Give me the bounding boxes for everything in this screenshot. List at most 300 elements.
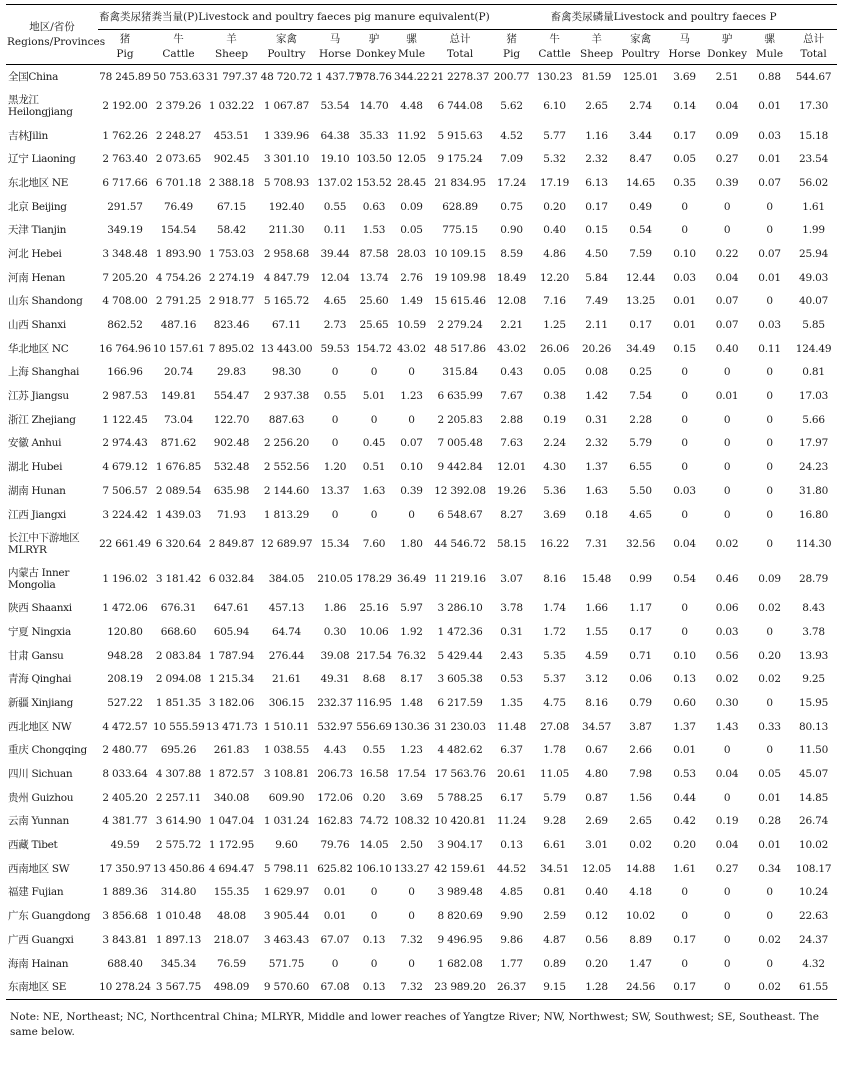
value-cell: 4.30 (543, 461, 566, 474)
value-cell: 0 (766, 484, 773, 497)
table-row (6, 620, 837, 644)
value-cell: 571.75 (268, 957, 305, 970)
value-cell: 4.80 (585, 768, 608, 781)
value-cell: 6.37 (500, 744, 523, 757)
value-cell: 862.52 (107, 319, 143, 332)
value-cell: 0 (723, 461, 731, 474)
value-cell: 2 248.27 (155, 129, 202, 142)
value-cell: 0.13 (500, 839, 523, 852)
column-header-row (6, 30, 837, 65)
table-row (6, 171, 837, 195)
value-cell: 0.87 (585, 791, 608, 804)
value-cell: 48 720.72 (260, 70, 313, 83)
value-cell: 0.07 (400, 437, 423, 450)
value-cell: 78 245.89 (99, 70, 151, 83)
value-cell: 1 047.04 (208, 815, 255, 828)
value-cell: 1 629.97 (263, 886, 310, 899)
value-cell: 0.63 (362, 200, 386, 213)
value-cell: 5.36 (543, 484, 566, 497)
value-cell: 4 307.88 (155, 768, 202, 781)
value-cell: 0.09 (758, 572, 781, 585)
table-row (6, 715, 837, 739)
value-cell: 0 (723, 910, 731, 923)
value-cell: 1 437.77 (316, 70, 362, 83)
value-cell: 1.37 (585, 461, 608, 474)
value-cell: 15.34 (320, 537, 350, 550)
value-cell: 0.44 (673, 791, 696, 804)
value-cell: 291.57 (107, 200, 143, 213)
value-cell: 17.19 (540, 176, 570, 189)
value-cell: 0 (331, 437, 339, 450)
value-cell: 0.10 (400, 461, 423, 474)
value-cell: 21.61 (271, 673, 302, 686)
value-cell: 1 122.45 (102, 413, 148, 426)
value-cell: 0 (766, 625, 773, 638)
value-cell: 0 (723, 200, 731, 213)
region-cell: 湖南 Hunan (8, 484, 66, 497)
value-cell: 527.22 (107, 696, 143, 709)
value-cell: 0 (723, 508, 731, 521)
table-row (6, 691, 837, 715)
value-cell: 0.17 (673, 933, 696, 946)
value-cell: 50 753.63 (153, 70, 205, 83)
value-cell: 2.51 (715, 70, 739, 83)
value-cell: 1 172.95 (208, 839, 255, 852)
value-cell: 457.13 (268, 602, 305, 615)
value-cell: 2.88 (500, 413, 523, 426)
value-cell: 498.09 (205, 975, 258, 999)
value-cell: 16.22 (540, 537, 570, 550)
value-cell: 10.06 (359, 625, 389, 638)
value-cell: 103.50 (356, 153, 392, 166)
value-cell: 0.55 (323, 200, 347, 213)
value-cell: 0.02 (758, 602, 781, 615)
value-cell: 12 392.08 (434, 484, 486, 497)
value-cell: 0 (681, 200, 688, 213)
table-note: Note: NE, Northeast; NC, Northcentral China; MLRYR, Middle and lower reaches of Yangtze River; NW, Northwest; SW, Southwest; SE, Southeast. The same below. (10, 1011, 819, 1039)
value-cell: 902.45 (213, 153, 250, 166)
value-cell: 56.02 (799, 176, 829, 189)
value-cell: 1 762.26 (102, 129, 148, 142)
value-cell: 3.01 (585, 839, 608, 852)
value-cell: 11.48 (497, 720, 527, 733)
column-header: 猪 Pig (98, 30, 152, 65)
value-cell: 532.48 (213, 461, 250, 474)
value-cell: 2 552.56 (263, 461, 310, 474)
value-cell: 120.80 (107, 625, 143, 638)
value-cell: 15.18 (799, 129, 829, 142)
value-cell: 9.25 (802, 673, 825, 686)
value-cell: 4 694.47 (208, 862, 255, 875)
value-cell: 8.68 (362, 673, 386, 686)
value-cell: 0 (681, 413, 688, 426)
region-cell: 四川 Sichuan (8, 768, 73, 781)
value-cell: 12.08 (497, 295, 527, 308)
value-cell: 31 797.37 (206, 70, 258, 83)
value-cell: 10.02 (626, 910, 656, 923)
region-cell: 西藏 Tibet (8, 839, 58, 852)
value-cell: 218.07 (213, 933, 250, 946)
value-cell: 1 753.03 (208, 247, 255, 260)
region-cell: 新疆 Xinjiang (8, 696, 73, 709)
value-cell: 0 (408, 957, 415, 970)
value-cell: 948.28 (107, 649, 143, 662)
column-header: 总计 Total (790, 30, 837, 65)
value-cell: 0.17 (629, 319, 652, 332)
value-cell: 3 843.81 (102, 933, 148, 946)
table-row (6, 857, 837, 881)
value-cell: 39.08 (320, 649, 350, 662)
value-cell: 1 510.11 (263, 720, 310, 733)
value-cell: 0 (681, 224, 688, 237)
value-cell: 206.73 (317, 768, 353, 781)
value-cell: 2.74 (629, 100, 652, 113)
value-cell: 39.44 (320, 247, 350, 260)
value-cell: 8.47 (629, 153, 652, 166)
value-cell: 149.81 (160, 390, 197, 403)
table-row (6, 952, 837, 976)
value-cell: 87.58 (359, 247, 389, 260)
value-cell: 2 279.24 (437, 319, 483, 332)
value-cell: 3 989.48 (437, 886, 483, 899)
value-cell: 1.48 (400, 696, 423, 709)
value-cell: 9 496.95 (437, 933, 483, 946)
value-cell: 887.63 (268, 413, 305, 426)
table-row (6, 337, 837, 361)
value-cell: 106.10 (356, 862, 392, 875)
value-cell: 0.67 (585, 744, 608, 757)
value-cell: 609.90 (268, 791, 305, 804)
value-cell: 1 682.08 (437, 957, 483, 970)
value-cell: 6.61 (543, 839, 566, 852)
value-cell: 42 159.61 (434, 862, 486, 875)
value-cell: 108.32 (394, 815, 430, 828)
value-cell: 29.83 (216, 366, 247, 379)
value-cell: 0.04 (715, 839, 739, 852)
value-cell: 0 (370, 957, 378, 970)
value-cell: 23.54 (799, 153, 829, 166)
value-cell: 12.01 (497, 461, 527, 474)
value-cell: 871.62 (160, 437, 197, 450)
value-cell: 0.11 (758, 342, 781, 355)
value-cell: 26.37 (490, 975, 533, 999)
value-cell: 0 (766, 537, 773, 550)
region-cell: 海南 Hainan (8, 957, 69, 970)
value-cell: 200.77 (493, 70, 530, 83)
value-cell: 25.16 (359, 602, 389, 615)
value-cell: 3 301.10 (263, 153, 310, 166)
table-row (6, 147, 837, 171)
value-cell: 1 439.03 (155, 508, 202, 521)
value-cell: 1.74 (543, 602, 566, 615)
value-cell: 0.05 (758, 768, 781, 781)
table-body (6, 65, 837, 1000)
value-cell: 0.20 (758, 649, 781, 662)
value-cell: 0 (681, 437, 688, 450)
value-cell: 1 897.13 (155, 933, 202, 946)
value-cell: 0.09 (400, 200, 423, 213)
value-cell: 64.74 (271, 625, 302, 638)
value-cell: 0 (331, 508, 339, 521)
value-cell: 0.55 (323, 390, 347, 403)
value-cell: 4.87 (543, 933, 566, 946)
table-row (6, 124, 837, 148)
value-cell: 11.50 (799, 744, 829, 757)
value-cell: 0.20 (543, 200, 566, 213)
region-cell: 宁夏 Ningxia (8, 625, 71, 638)
value-cell: 27.08 (540, 720, 570, 733)
column-header: 牛 Cattle (152, 30, 205, 65)
value-cell: 0.43 (500, 366, 523, 379)
value-cell: 7.32 (393, 975, 430, 999)
value-cell: 7.32 (400, 933, 423, 946)
value-cell: 8.16 (543, 572, 566, 585)
region-cell: 湖北 Hubei (8, 461, 63, 474)
value-cell: 43.02 (396, 342, 427, 355)
value-cell: 21 834.95 (434, 176, 486, 189)
value-cell: 4 381.77 (102, 815, 148, 828)
value-cell: 9.90 (500, 910, 523, 923)
value-cell: 0.17 (629, 625, 652, 638)
value-cell: 1 889.36 (102, 886, 148, 899)
value-cell: 2.66 (629, 744, 652, 757)
value-cell: 1.47 (629, 957, 652, 970)
value-cell: 8.59 (500, 247, 523, 260)
value-cell: 0.46 (715, 572, 739, 585)
value-cell: 7.49 (585, 295, 608, 308)
value-cell: 0.30 (323, 625, 347, 638)
value-cell: 98.30 (271, 366, 302, 379)
value-cell: 25.65 (359, 319, 389, 332)
value-cell: 0 (723, 413, 731, 426)
value-cell: 217.54 (356, 649, 392, 662)
value-cell: 2.21 (500, 319, 523, 332)
value-cell: 5 798.11 (263, 862, 310, 875)
value-cell: 4.32 (802, 957, 825, 970)
value-cell: 3 348.48 (102, 247, 148, 260)
value-cell: 31.80 (799, 484, 829, 497)
value-cell: 315.84 (442, 366, 478, 379)
value-cell: 823.46 (213, 319, 250, 332)
value-cell: 0 (331, 366, 339, 379)
value-cell: 6 320.64 (155, 537, 202, 550)
value-cell: 3 286.10 (437, 602, 483, 615)
value-cell: 13.74 (359, 271, 389, 284)
value-cell: 3 108.81 (263, 768, 310, 781)
region-cell: 北京 Beijing (8, 200, 67, 213)
value-cell: 1 196.02 (102, 572, 148, 585)
value-cell: 0.81 (543, 886, 566, 899)
value-cell: 23 989.20 (430, 975, 490, 999)
value-cell: 67.15 (216, 200, 247, 213)
value-cell: 0.42 (673, 815, 696, 828)
value-cell: 0.07 (758, 247, 781, 260)
value-cell: 7 205.20 (102, 271, 148, 284)
value-cell: 1.61 (802, 200, 825, 213)
value-cell: 7.31 (585, 537, 608, 550)
value-cell: 6 548.67 (437, 508, 483, 521)
table-row (6, 313, 837, 337)
value-cell: 4.50 (585, 247, 608, 260)
value-cell: 0.18 (585, 508, 608, 521)
column-header: 猪 Pig (490, 30, 533, 65)
region-header: 地区/省份 Regions/Provinces (6, 5, 98, 65)
value-cell: 73.04 (163, 413, 194, 426)
region-cell: 浙江 Zhejiang (8, 413, 76, 426)
value-cell: 384.05 (268, 572, 305, 585)
value-cell: 0.15 (673, 342, 696, 355)
value-cell: 0 (705, 975, 749, 999)
value-cell: 13.37 (320, 484, 350, 497)
value-cell: 7.54 (629, 390, 652, 403)
value-cell: 24.37 (799, 933, 829, 946)
value-cell: 71.93 (216, 508, 247, 521)
value-cell: 635.98 (213, 484, 250, 497)
value-cell: 0 (408, 413, 415, 426)
value-cell: 0.09 (715, 129, 739, 142)
value-cell: 0.40 (715, 342, 739, 355)
value-cell: 58.42 (216, 224, 247, 237)
value-cell: 3.07 (500, 572, 523, 585)
region-cell: 全国China (8, 70, 59, 83)
value-cell: 0.03 (673, 484, 696, 497)
value-cell: 0.60 (673, 696, 696, 709)
value-cell: 74.72 (359, 815, 389, 828)
table-row (6, 455, 837, 479)
region-cell: 西北地区 NW (8, 720, 72, 733)
value-cell: 0.28 (758, 815, 781, 828)
value-cell: 21 2278.37 (431, 70, 490, 83)
value-cell: 2.65 (585, 100, 608, 113)
value-cell: 556.69 (356, 720, 392, 733)
value-cell: 1 038.55 (263, 744, 310, 757)
value-cell: 40.07 (799, 295, 829, 308)
value-cell: 2.32 (585, 437, 608, 450)
value-cell: 0.99 (629, 572, 652, 585)
table-row (6, 644, 837, 668)
value-cell: 0.40 (543, 224, 566, 237)
value-cell: 0 (766, 200, 773, 213)
value-cell: 12.44 (626, 271, 656, 284)
value-cell: 0.17 (664, 975, 705, 999)
table-row (6, 786, 837, 810)
value-cell: 2.73 (323, 319, 347, 332)
value-cell: 1 851.35 (155, 696, 202, 709)
value-cell: 2 849.87 (208, 537, 255, 550)
value-cell: 0.19 (715, 815, 739, 828)
value-cell: 16.58 (359, 768, 389, 781)
value-cell: 4 482.62 (437, 744, 483, 757)
value-cell: 4.86 (543, 247, 566, 260)
value-cell: 1 813.29 (263, 508, 310, 521)
value-cell: 35.33 (359, 129, 389, 142)
value-cell: 32.56 (626, 537, 656, 550)
value-cell: 178.29 (356, 572, 392, 585)
value-cell: 0.05 (400, 224, 423, 237)
value-cell: 0 (681, 910, 688, 923)
value-cell: 6.10 (543, 100, 566, 113)
value-cell: 0.54 (629, 224, 652, 237)
value-cell: 2.24 (543, 437, 566, 450)
value-cell: 4.75 (543, 696, 566, 709)
value-cell: 0.79 (629, 696, 652, 709)
value-cell: 26.74 (799, 815, 829, 828)
table-row (6, 739, 837, 763)
table-row (6, 881, 837, 905)
value-cell: 49.59 (110, 839, 140, 852)
region-cell: 安徽 Anhui (8, 437, 62, 450)
value-cell: 9.60 (275, 839, 298, 852)
value-cell: 0 (723, 791, 731, 804)
value-cell: 5.79 (543, 791, 566, 804)
table-row (6, 361, 837, 385)
value-cell: 0.01 (673, 295, 696, 308)
value-cell: 647.61 (213, 602, 250, 615)
value-cell: 3 463.43 (263, 933, 310, 946)
value-cell: 133.27 (394, 862, 430, 875)
value-cell: 4.65 (323, 295, 347, 308)
value-cell: 0.05 (673, 153, 696, 166)
value-cell: 116.95 (356, 696, 392, 709)
table-row (6, 290, 837, 314)
value-cell: 12.05 (396, 153, 427, 166)
value-cell: 2 094.08 (155, 673, 202, 686)
value-cell: 0.04 (715, 768, 739, 781)
value-cell: 3 856.68 (102, 910, 148, 923)
value-cell: 0 (681, 508, 688, 521)
value-cell: 8.89 (629, 933, 652, 946)
value-cell: 11.24 (497, 815, 527, 828)
value-cell: 26.06 (540, 342, 570, 355)
value-cell: 154.72 (356, 342, 392, 355)
value-cell: 0 (723, 224, 731, 237)
value-cell: 10 555.59 (153, 720, 205, 733)
value-cell: 1.20 (323, 461, 347, 474)
value-cell: 5 788.25 (437, 791, 483, 804)
value-cell: 0.75 (500, 200, 523, 213)
value-cell: 0 (723, 437, 731, 450)
table-row (6, 432, 837, 456)
value-cell: 3 567.75 (152, 975, 205, 999)
value-cell: 12.05 (582, 862, 612, 875)
value-cell: 8.43 (802, 602, 825, 615)
value-cell: 25.94 (799, 247, 829, 260)
value-cell: 0 (370, 886, 378, 899)
value-cell: 49.31 (320, 673, 350, 686)
value-cell: 2 257.11 (155, 791, 202, 804)
value-cell: 15.48 (582, 572, 612, 585)
value-cell: 0.55 (362, 744, 386, 757)
value-cell: 19.10 (320, 153, 350, 166)
value-cell: 2 480.77 (102, 744, 148, 757)
value-cell: 154.54 (160, 224, 197, 237)
value-cell: 192.40 (268, 200, 305, 213)
value-cell: 125.01 (622, 70, 659, 83)
value-cell: 166.96 (107, 366, 143, 379)
value-cell: 0 (681, 886, 688, 899)
value-cell: 0 (766, 910, 773, 923)
value-cell: 676.31 (160, 602, 197, 615)
value-cell: 22.63 (799, 910, 829, 923)
column-header: 家禽 Poultry (617, 30, 664, 65)
value-cell: 172.06 (317, 791, 353, 804)
value-cell: 2 083.84 (155, 649, 202, 662)
value-cell: 276.44 (268, 649, 305, 662)
value-cell: 58.15 (497, 537, 527, 550)
value-cell: 17.97 (799, 437, 829, 450)
value-cell: 0.10 (673, 247, 696, 260)
region-cell: 内蒙古 Inner Mongolia (8, 566, 70, 591)
